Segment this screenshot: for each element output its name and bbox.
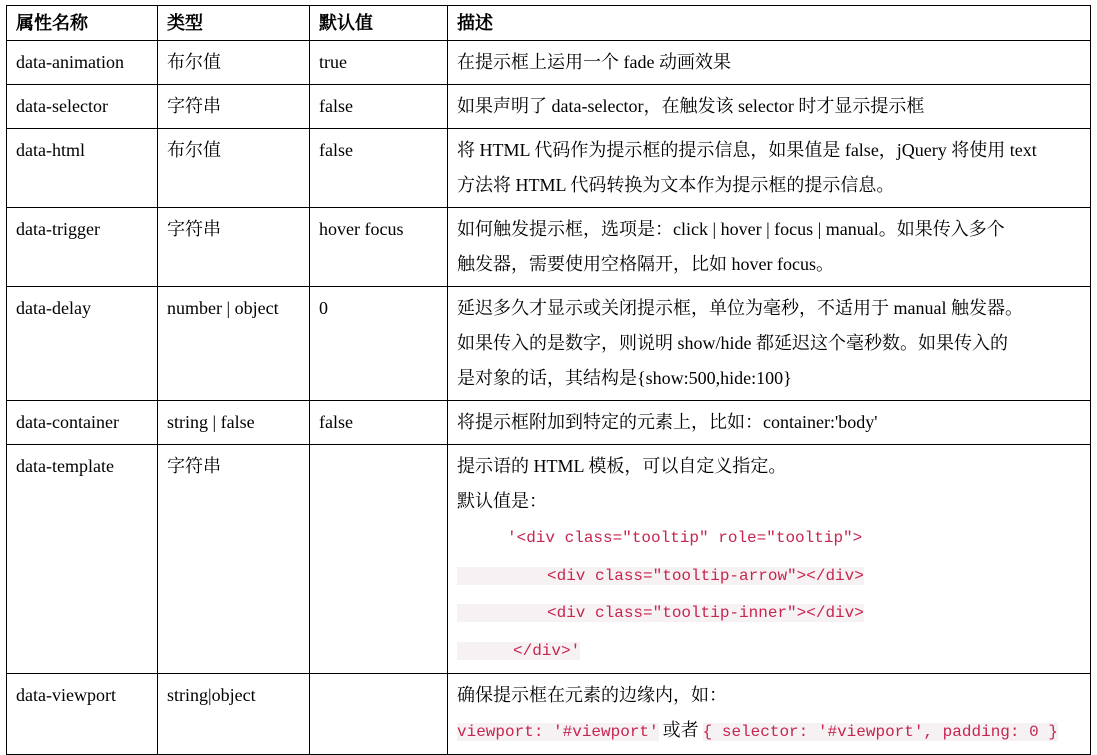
code-text: viewport: '#viewport' — [457, 723, 659, 741]
option-type: 字符串 — [158, 445, 310, 674]
code-text: '<div class="tooltip" role="tooltip"> — [507, 529, 863, 547]
option-name: data-container — [7, 401, 158, 445]
description-line: 提示语的 HTML 模板，可以自定义指定。 — [457, 456, 787, 476]
option-default: hover focus — [310, 208, 448, 287]
option-default: true — [310, 41, 448, 85]
table-row — [7, 129, 1091, 208]
description-line: 将 HTML 代码作为提示框的提示信息，如果值是 false，jQuery 将使用 text — [457, 140, 1037, 160]
option-type: string|object — [158, 674, 310, 755]
option-type: 字符串 — [158, 208, 310, 287]
option-default: false — [310, 85, 448, 129]
table-row — [7, 208, 1091, 287]
template-code-block — [457, 519, 1081, 669]
code-line — [457, 557, 1081, 595]
description-line: 如果声明了 data-selector，在触发该 selector 时才显示提示框 — [457, 96, 925, 116]
code-line — [457, 632, 1081, 670]
description-line: 确保提示框在元素的边缘内，如： — [457, 685, 727, 705]
option-description — [448, 674, 1091, 755]
option-default — [310, 445, 448, 674]
code-line — [457, 594, 1081, 632]
header-description: 描述 — [448, 6, 1091, 41]
description-line: 默认值是： — [457, 491, 547, 511]
option-description — [448, 129, 1091, 208]
options-table — [6, 5, 1091, 755]
table-row — [7, 85, 1091, 129]
option-description — [448, 445, 1091, 674]
header-name: 属性名称 — [7, 6, 158, 41]
option-default: false — [310, 401, 448, 445]
description-line: 触发器，需要使用空格隔开，比如 hover focus。 — [457, 254, 834, 274]
description-line: 将提示框附加到特定的元素上，比如：container:'body' — [457, 412, 878, 432]
description-line: 方法将 HTML 代码转换为文本作为提示框的提示信息。 — [457, 175, 895, 195]
table-row — [7, 674, 1091, 755]
option-type: 布尔值 — [158, 41, 310, 85]
header-default: 默认值 — [310, 6, 448, 41]
option-name: data-trigger — [7, 208, 158, 287]
viewport-example-line — [457, 713, 1081, 750]
option-description — [448, 85, 1091, 129]
code-text: <div class="tooltip-arrow"></div> — [457, 567, 864, 585]
description-line: 在提示框上运用一个 fade 动画效果 — [457, 52, 731, 72]
header-type: 类型 — [158, 6, 310, 41]
description-line: 如果传入的是数字，则说明 show/hide 都延迟这个毫秒数。如果传入的 — [457, 333, 1008, 353]
description-line: 如何触发提示框，选项是：click | hover | focus | manual。如果传入多个 — [457, 219, 1005, 239]
table-header-row — [7, 6, 1091, 41]
option-default — [310, 674, 448, 755]
table-row — [7, 445, 1091, 674]
option-type: string | false — [158, 401, 310, 445]
option-description — [448, 401, 1091, 445]
option-name: data-template — [7, 445, 158, 674]
code-line — [457, 519, 1081, 557]
table-row — [7, 401, 1091, 445]
option-description — [448, 287, 1091, 401]
option-description — [448, 41, 1091, 85]
code-text: <div class="tooltip-inner"></div> — [457, 604, 864, 622]
option-name: data-animation — [7, 41, 158, 85]
code-text: { selector: '#viewport', padding: 0 } — [702, 723, 1058, 741]
description-line: 是对象的话，其结构是{show:500,hide:100} — [457, 368, 792, 388]
table-row — [7, 41, 1091, 85]
option-name: data-viewport — [7, 674, 158, 755]
description-line: 延迟多久才显示或关闭提示框，单位为毫秒，不适用于 manual 触发器。 — [457, 298, 1023, 318]
table-row — [7, 287, 1091, 401]
option-type: 布尔值 — [158, 129, 310, 208]
option-default: 0 — [310, 287, 448, 401]
option-default: false — [310, 129, 448, 208]
option-description — [448, 208, 1091, 287]
option-name: data-selector — [7, 85, 158, 129]
option-name: data-html — [7, 129, 158, 208]
option-type: number | object — [158, 287, 310, 401]
option-type: 字符串 — [158, 85, 310, 129]
option-name: data-delay — [7, 287, 158, 401]
code-text: </div>' — [457, 642, 580, 660]
or-text: 或者 — [662, 720, 699, 740]
